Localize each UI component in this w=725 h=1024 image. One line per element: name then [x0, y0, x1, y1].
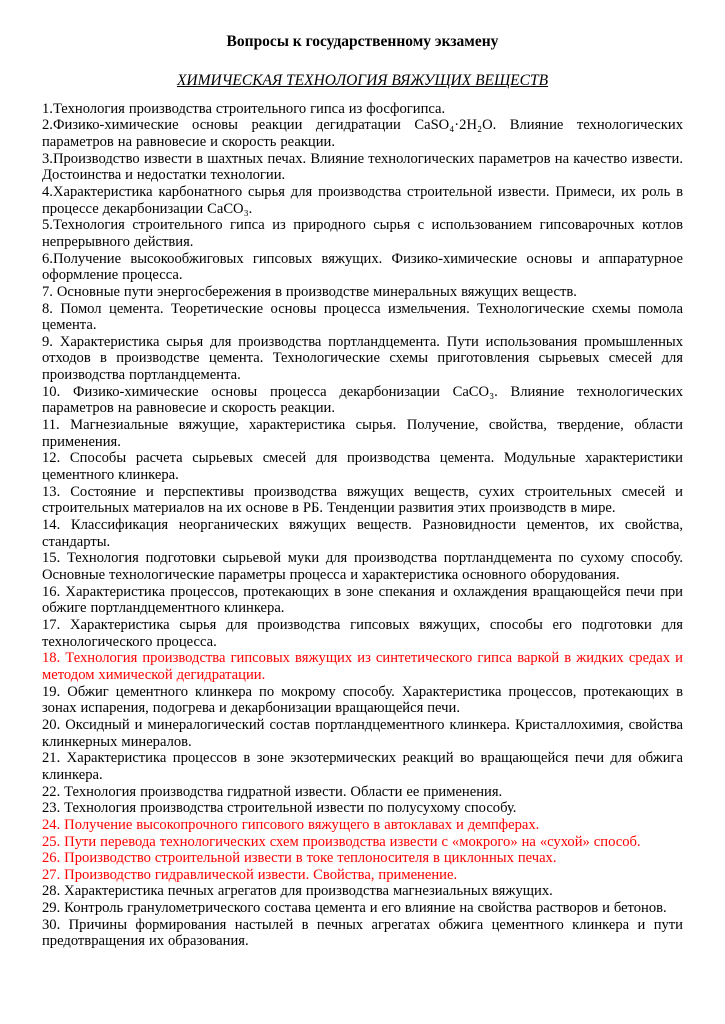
question-item: 21. Характеристика процессов в зоне экзотермических реакций во вращающейся печи для обжига клинкера.: [42, 750, 683, 783]
question-item: 27. Производство гидравлической извести. Свойства, применение.: [42, 866, 458, 883]
question-item: 3.Производство извести в шахтных печах. Влияние технологических параметров на качество извести. Достоинства и недостатки технологии.: [42, 150, 683, 184]
question-item: 25. Пути перевода технологических схем производства извести с «мокрого» на «сухой» способ.: [42, 833, 641, 850]
question-item: 18. Технология производства гипсовых вяжущих из синтетического гипса варкой в жидких средах и методом химической дегидратации.: [42, 650, 683, 683]
question-item: 1.Технология производства строительного гипса из фосфогипса.: [42, 100, 446, 117]
question-item: 17. Характеристика сырья для производства гипсовых вяжущих, способы его подготовки для технологического процесса.: [42, 616, 683, 650]
question-item: 12. Способы расчета сырьевых смесей для производства цемента. Модульные характеристики цементного клинкера.: [42, 450, 683, 484]
question-item: 15. Технология подготовки сырьевой муки для производства портландцемента по сухому способу. Основные технологические параметры процесса и характеристика основного оборудования.: [42, 550, 683, 583]
question-item: 22. Технология производства гидратной извести. Области ее применения.: [42, 783, 503, 800]
question-item: 14. Классификация неорганических вяжущих веществ. Разновидности цементов, их свойства, стандарты.: [42, 517, 683, 550]
question-item: 9. Характеристика сырья для производства портландцемента. Пути использования промышленных отходов в производстве цемента. Технологические схемы приготовления сырьевых смесей для производства портландцемента.: [42, 333, 683, 384]
question-item: 13. Состояние и перспективы производства вяжущих веществ, сухих строительных смесей и строительных материалов на их основе в РБ. Тенденции развития этих производств в мире.: [42, 483, 683, 517]
question-item: 6.Получение высокообжиговых гипсовых вяжущих. Физико-химические основы и аппаратурное оформление процесса.: [42, 250, 683, 284]
question-item: 16. Характеристика процессов, протекающих в зоне спекания и охлаждения вращающейся печи при обжиге портландцементного клинкера.: [42, 583, 683, 617]
question-item: 8. Помол цемента. Теоретические основы процесса измельчения. Технологические схемы помола цемента.: [42, 300, 683, 334]
question-item: 30. Причины формирования настылей в печных агрегатах обжига цементного клинкера и пути предотвращения их образования.: [42, 916, 683, 950]
question-item: 19. Обжиг цементного клинкера по мокрому способу. Характеристика процессов, протекающих в зонах испарения, подогрева и декарбонизации вращающейся печи.: [42, 683, 683, 717]
question-item: 5.Технология строительного гипса из природного сырья с использованием гипсоварочных котлов непрерывного действия.: [42, 217, 683, 250]
question-item: 24. Получение высокопрочного гипсового вяжущего в автоклавах и демпферах.: [42, 816, 540, 833]
question-list: [42, 101, 683, 950]
question-item: 11. Магнезиальные вяжущие, характеристика сырья. Получение, свойства, твердение, области применения.: [42, 417, 683, 450]
question-item: 10. Физико-химические основы процесса декарбонизации CaCO₃. Влияние технологических параметров на равновесие и скорость реакции.: [42, 383, 683, 417]
page-subtitle: ХИМИЧЕСКАЯ ТЕХНОЛОГИЯ ВЯЖУЩИХ ВЕЩЕСТВ: [176, 71, 549, 89]
page-title: Вопросы к государственному экзамену: [226, 33, 499, 50]
question-item: 2.Физико-химические основы реакции дегидратации CaSO₄·2H₂O. Влияние технологических параметров на равновесие и скорость реакции.: [42, 117, 683, 150]
question-item: 23. Технология производства строительной извести по полусухому способу.: [42, 800, 517, 817]
question-item: 29. Контроль гранулометрического состава цемента и его влияние на свойства растворов и бетонов.: [42, 900, 667, 917]
question-item: 4.Характеристика карбонатного сырья для производства строительной извести. Примеси, их роль в процессе декарбонизации CaCO₃.: [42, 183, 683, 217]
question-item: 28. Характеристика печных агрегатов для производства магнезиальных вяжущих.: [42, 883, 553, 900]
question-item: 20. Оксидный и минералогический состав портландцементного клинкера. Кристаллохимия, свойства клинкерных минералов.: [42, 716, 683, 750]
question-item: 26. Производство строительной извести в токе теплоносителя в циклонных печах.: [42, 850, 557, 867]
question-item: 7. Основные пути энергосбережения в производстве минеральных вяжущих веществ.: [42, 283, 577, 300]
